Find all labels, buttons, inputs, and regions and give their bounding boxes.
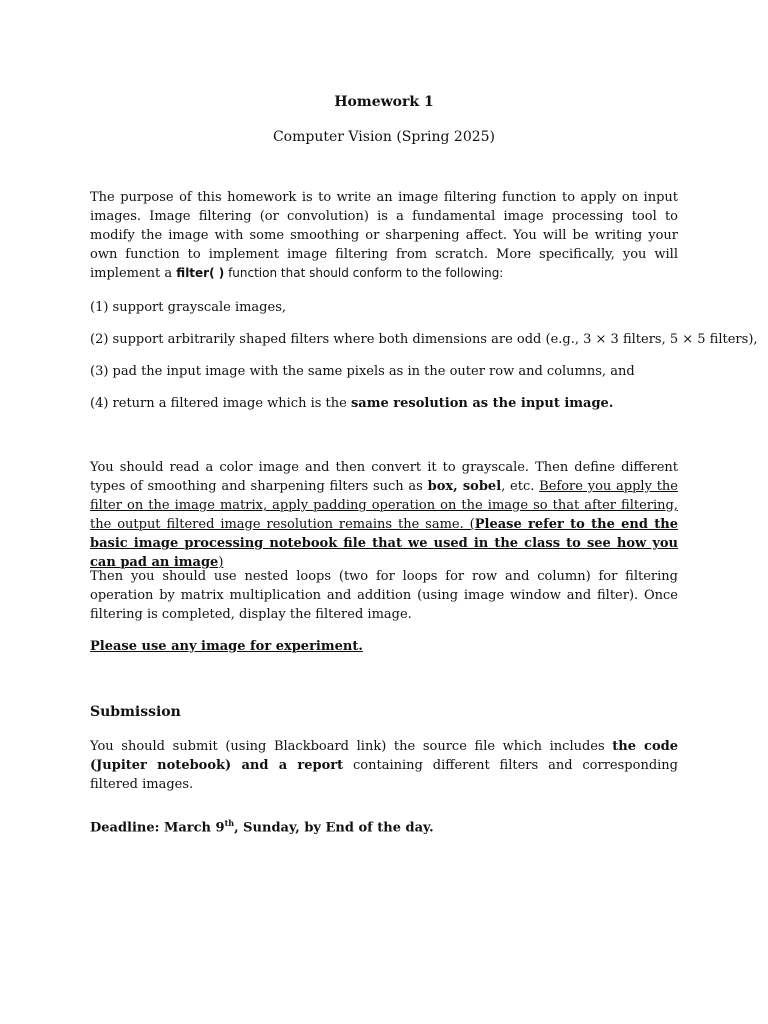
notebook-reference: Please refer to the end the basic image processing notebook file that we used in the class to see how you can pad an image: [90, 517, 678, 570]
instructions-paragraph: [90, 458, 678, 572]
submission-text-2: containing different filters and corresponding filtered images.: [90, 758, 678, 792]
notebook-reference-close: ): [218, 555, 224, 570]
filter-function-name: filter( ): [176, 266, 225, 280]
filter-names: box, sobel: [427, 479, 502, 494]
deadline-text-1: Deadline: March 9: [90, 820, 225, 836]
deadline-text-2: , Sunday, by End of the day.: [234, 820, 434, 836]
requirement-4-bold: same resolution as the input image.: [350, 396, 614, 411]
intro-text-1: The purpose of this homework is to write an image filtering function to apply on input images. Image filtering (or convolution) is a fundamental image processing tool to modify the image with some smoothing or sharpening affect. You will be writing your own function to implement image filtering from scratch. More specifically, you will implement a: [90, 190, 678, 281]
document-subtitle: Computer Vision (Spring 2025): [272, 129, 496, 145]
submission-heading: Submission: [90, 704, 181, 720]
loops-paragraph: Then you should use nested loops (two for loops for row and column) for filtering operation by matrix multiplication and addition (using image window and filter). Once filtering is completed, display the filtered image.: [90, 569, 678, 622]
submission-text-1: You should submit (using Blackboard link) the source file which includes: [90, 739, 613, 754]
requirement-1: (1) support grayscale images,: [90, 300, 287, 315]
padding-instruction: Before you apply the filter on the image matrix, apply padding operation on the image so that after filtering, the output filtered image resolution remains the same. (: [90, 479, 679, 532]
deadline: [90, 814, 690, 837]
submission-deliverables: the code (Jupiter notebook) and a report: [90, 739, 678, 773]
submission-paragraph: [90, 737, 678, 794]
instructions-text-1: You should read a color image and then convert it to grayscale. Then define different types of smoothing and sharpening filters such as: [90, 460, 678, 494]
deadline-ordinal: th: [224, 818, 235, 828]
instructions-text-2: , etc.: [501, 479, 540, 494]
experiment-note: Please use any image for experiment.: [90, 639, 363, 654]
requirement-4-text: (4) return a filtered image which is the: [90, 396, 351, 411]
document-title: Homework 1: [334, 94, 434, 110]
requirement-3: (3) pad the input image with the same pixels as in the outer row and columns, and: [90, 364, 635, 379]
intro-text-2: function that should conform to the following:: [224, 266, 504, 280]
requirement-2: (2) support arbitrarily shaped filters where both dimensions are odd (e.g., 3 × 3 filters, 5 × 5 filters),: [90, 332, 758, 347]
intro-paragraph: [90, 188, 678, 283]
requirement-4: [90, 394, 690, 413]
